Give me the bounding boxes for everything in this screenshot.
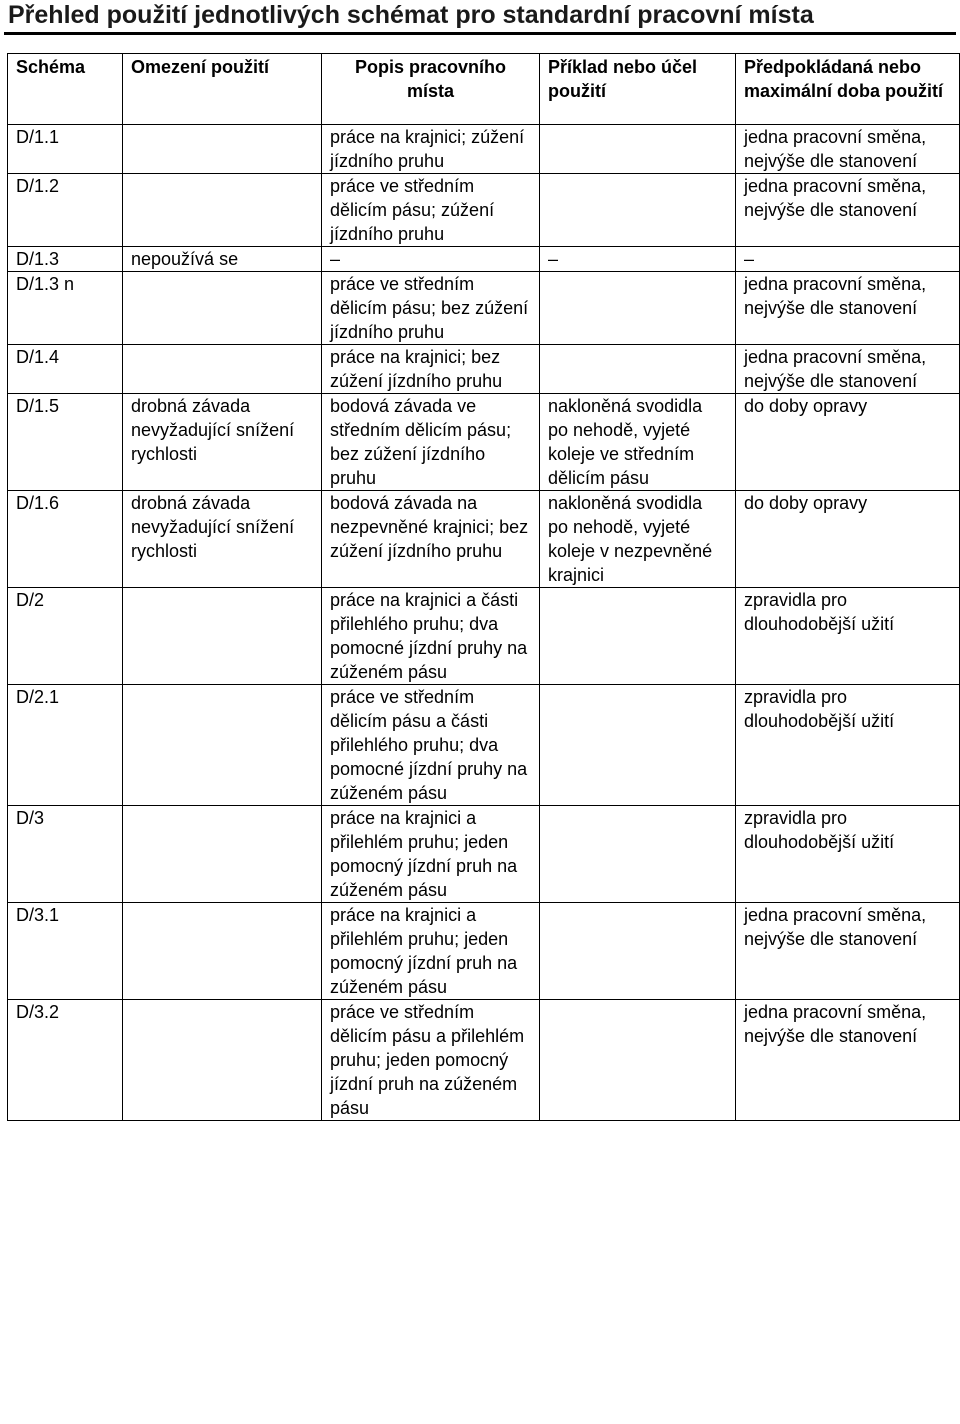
cell-schema: D/1.1 [8, 125, 123, 174]
cell-priklad [540, 174, 736, 247]
table-row [8, 491, 960, 588]
cell-omezeni [123, 588, 322, 685]
cell-doba: jedna pracovní směna, nejvýše dle stanovení [736, 1000, 960, 1121]
cell-omezeni [123, 272, 322, 345]
schema-overview-table [7, 53, 960, 1121]
cell-doba: jedna pracovní směna, nejvýše dle stanovení [736, 345, 960, 394]
cell-popis: práce na krajnici; bez zúžení jízdního pruhu [322, 345, 540, 394]
cell-priklad: – [540, 247, 736, 272]
cell-popis: práce ve středním dělicím pásu; bez zúžení jízdního pruhu [322, 272, 540, 345]
table-row [8, 903, 960, 1000]
table-row [8, 345, 960, 394]
cell-priklad: nakloněná svodidla po nehodě, vyjeté koleje ve středním dělicím pásu [540, 394, 736, 491]
cell-popis: práce ve středním dělicím pásu; zúžení jízdního pruhu [322, 174, 540, 247]
cell-priklad [540, 125, 736, 174]
cell-doba: zpravidla pro dlouhodobější užití [736, 806, 960, 903]
cell-omezeni: drobná závada nevyžadující snížení rychlosti [123, 491, 322, 588]
table-row [8, 394, 960, 491]
header-schema: Schéma [8, 54, 123, 125]
cell-schema: D/3.2 [8, 1000, 123, 1121]
cell-schema: D/2.1 [8, 685, 123, 806]
cell-schema: D/1.3 [8, 247, 123, 272]
cell-schema: D/1.4 [8, 345, 123, 394]
table-row [8, 272, 960, 345]
table-row [8, 588, 960, 685]
cell-omezeni [123, 125, 322, 174]
cell-omezeni [123, 903, 322, 1000]
cell-priklad [540, 806, 736, 903]
cell-doba: zpravidla pro dlouhodobější užití [736, 588, 960, 685]
cell-popis: práce na krajnici; zúžení jízdního pruhu [322, 125, 540, 174]
cell-schema: D/1.3 n [8, 272, 123, 345]
cell-priklad [540, 685, 736, 806]
header-priklad: Příklad nebo účel použití [540, 54, 736, 125]
cell-omezeni: drobná závada nevyžadující snížení rychlosti [123, 394, 322, 491]
cell-doba: – [736, 247, 960, 272]
cell-doba: jedna pracovní směna, nejvýše dle stanovení [736, 903, 960, 1000]
cell-popis: bodová závada na nezpevněné krajnici; bez zúžení jízdního pruhu [322, 491, 540, 588]
cell-schema: D/3 [8, 806, 123, 903]
cell-doba: jedna pracovní směna, nejvýše dle stanovení [736, 125, 960, 174]
cell-popis: práce ve středním dělicím pásu a přilehlém pruhu; jeden pomocný jízdní pruh na zúženém pásu [322, 1000, 540, 1121]
cell-popis: práce na krajnici a části přilehlého pruhu; dva pomocné jízdní pruhy na zúženém pásu [322, 588, 540, 685]
table-row [8, 125, 960, 174]
cell-omezeni [123, 806, 322, 903]
cell-omezeni: nepoužívá se [123, 247, 322, 272]
table-header-row [8, 54, 960, 125]
cell-popis: práce ve středním dělicím pásu a části přilehlého pruhu; dva pomocné jízdní pruhy na zúženém pásu [322, 685, 540, 806]
cell-priklad [540, 1000, 736, 1121]
cell-popis: práce na krajnici a přilehlém pruhu; jeden pomocný jízdní pruh na zúženém pásu [322, 806, 540, 903]
cell-doba: jedna pracovní směna, nejvýše dle stanovení [736, 272, 960, 345]
cell-doba: do doby opravy [736, 491, 960, 588]
cell-popis: práce na krajnici a přilehlém pruhu; jeden pomocný jízdní pruh na zúženém pásu [322, 903, 540, 1000]
cell-omezeni [123, 685, 322, 806]
cell-schema: D/2 [8, 588, 123, 685]
table-row [8, 685, 960, 806]
cell-schema: D/3.1 [8, 903, 123, 1000]
cell-priklad [540, 588, 736, 685]
cell-doba: do doby opravy [736, 394, 960, 491]
cell-schema: D/1.2 [8, 174, 123, 247]
cell-priklad [540, 272, 736, 345]
cell-popis: bodová závada ve středním dělicím pásu; bez zúžení jízdního pruhu [322, 394, 540, 491]
cell-priklad: nakloněná svodidla po nehodě, vyjeté koleje v nezpevněné krajnici [540, 491, 736, 588]
header-omezeni: Omezení použití [123, 54, 322, 125]
cell-doba: jedna pracovní směna, nejvýše dle stanovení [736, 174, 960, 247]
header-popis: Popis pracovního místa [322, 54, 540, 125]
table-row [8, 174, 960, 247]
cell-omezeni [123, 345, 322, 394]
cell-omezeni [123, 174, 322, 247]
cell-priklad [540, 345, 736, 394]
title-underline [4, 32, 956, 35]
cell-doba: zpravidla pro dlouhodobější užití [736, 685, 960, 806]
cell-schema: D/1.6 [8, 491, 123, 588]
cell-schema: D/1.5 [8, 394, 123, 491]
cell-popis: – [322, 247, 540, 272]
table-row [8, 806, 960, 903]
cell-priklad [540, 903, 736, 1000]
page-title: Přehled použití jednotlivých schémat pro standardní pracovní místa [8, 1, 814, 29]
table-row [8, 1000, 960, 1121]
table-row [8, 247, 960, 272]
cell-omezeni [123, 1000, 322, 1121]
header-doba: Předpokládaná nebo maximální doba použití [736, 54, 960, 125]
